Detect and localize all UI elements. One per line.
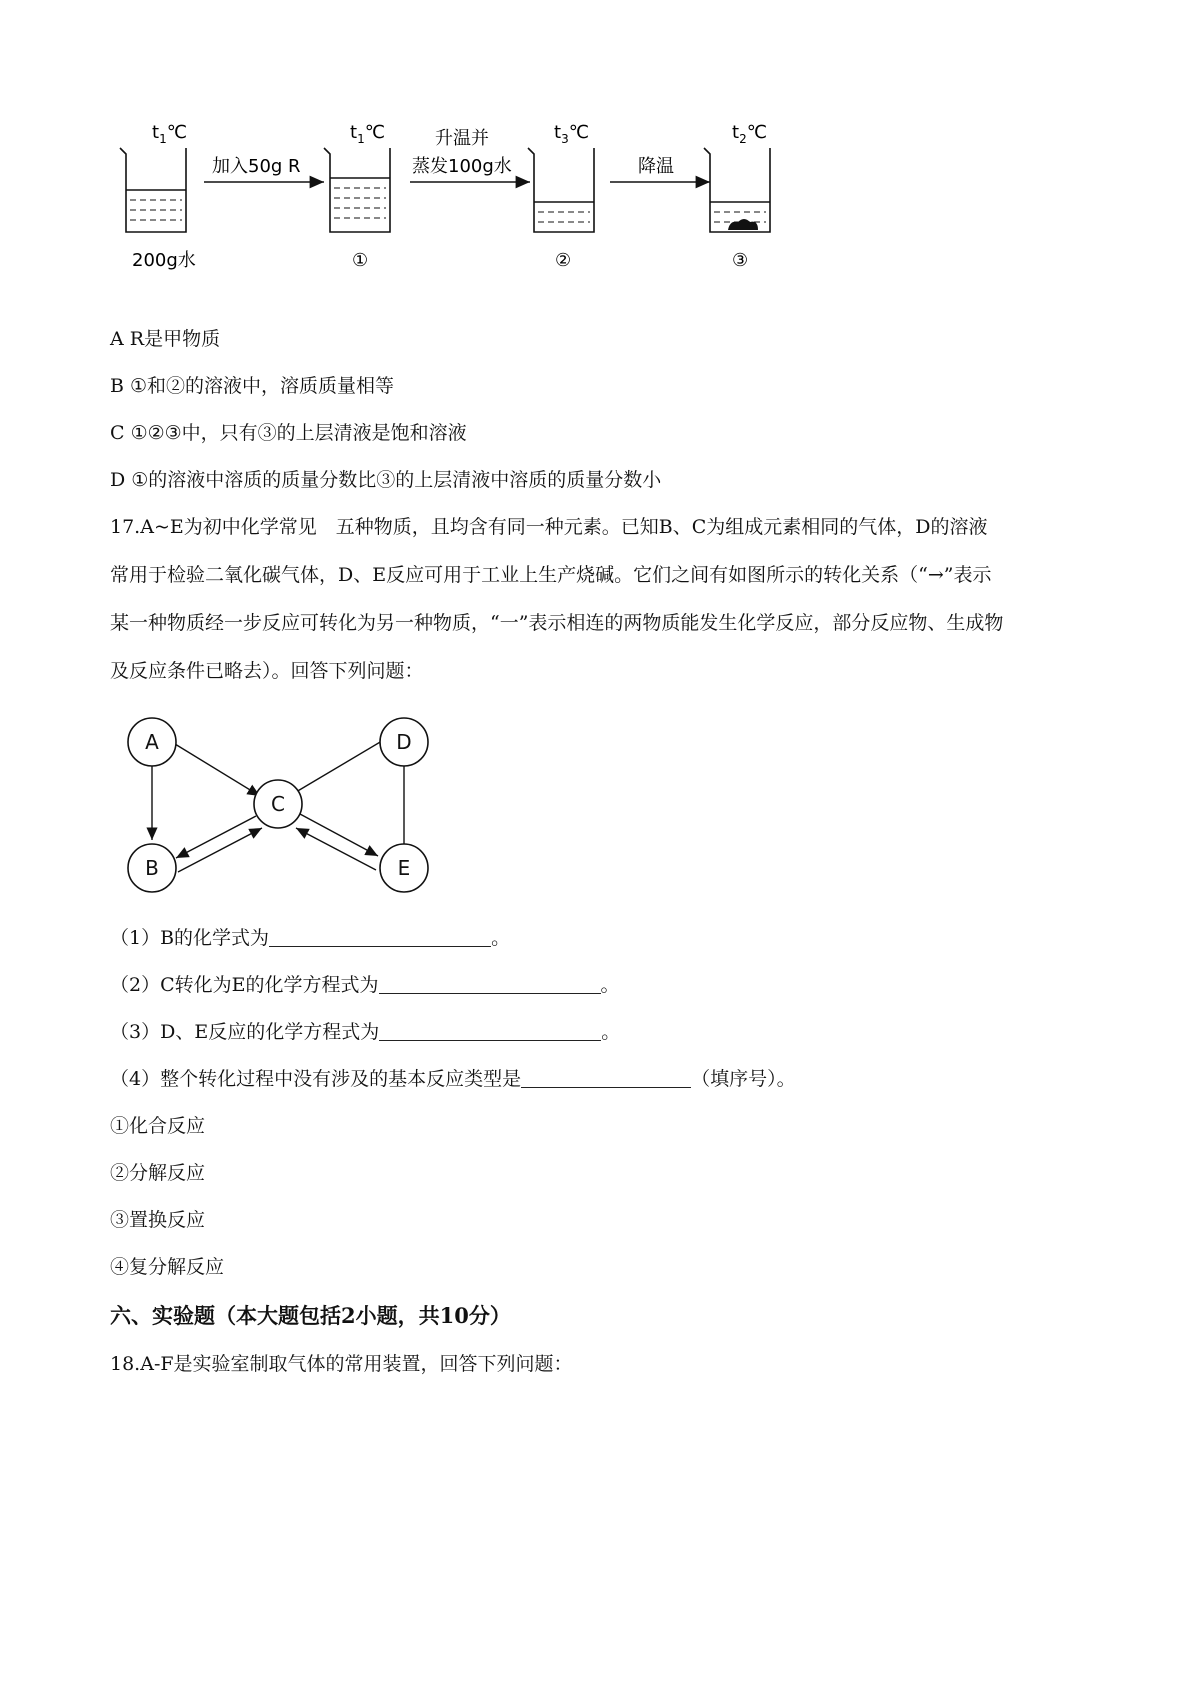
node-b-label: B <box>145 856 159 880</box>
q17-sub-3-prefix: （3）D、E反应的化学方程式为 <box>110 1021 380 1043</box>
q17-sub-2 <box>110 975 620 995</box>
temp-label-1 <box>152 122 187 146</box>
temp-label-3 <box>554 122 589 146</box>
q17-sub-1-prefix: （1）B的化学式为 <box>110 927 270 949</box>
beaker-4-caption: ③ <box>732 250 749 271</box>
arrow-2-label-bottom: 蒸发100g水 <box>412 156 512 177</box>
node-e-label: E <box>397 856 411 880</box>
answer-blank-4[interactable] <box>521 1069 691 1088</box>
q17-sub-3 <box>110 1022 620 1042</box>
q16-option-a: A R是甲物质 <box>110 328 221 350</box>
q17-sub-2-prefix: （2）C转化为E的化学方程式为 <box>110 974 379 996</box>
q17-stem-line-3: 某一种物质经一步反应可转化为另一种物质，“一”表示相连的两物质能发生化学反应，部分反应物、生成物 <box>110 612 1004 634</box>
q17-choice-2: ②分解反应 <box>110 1162 206 1184</box>
beaker-1 <box>120 148 186 232</box>
precipitate-icon <box>728 219 758 230</box>
temp-label-4 <box>732 122 767 146</box>
q17-choice-4: ④复分解反应 <box>110 1256 225 1278</box>
q17-sub-4-suffix: （填序号）。 <box>691 1068 796 1090</box>
svg-text:t3℃: $t_3℃$ <box>554 122 589 146</box>
arrow-3-label: 降温 <box>638 156 674 177</box>
arrow-1-label: 加入50g R <box>212 156 301 177</box>
q17-stem-line-2: 常用于检验二氧化碳气体，D、E反应可用于工业上生产烧碱。它们之间有如图所示的转化关系（“→”表示 <box>110 564 992 586</box>
q17-sub-1-suffix: 。 <box>491 927 511 949</box>
node-c-label: C <box>271 792 285 816</box>
q18-stem: 18.A-F是实验室制取气体的常用装置，回答下列问题： <box>110 1353 573 1375</box>
section-6-heading: 六、实验题（本大题包括2小题，共10分） <box>110 1303 511 1328</box>
q17-sub-2-suffix: 。 <box>600 974 620 996</box>
arrow-2-label-top: 升温并 <box>435 128 489 149</box>
beaker-4 <box>704 148 770 232</box>
svg-text:t2℃: $t_2℃$ <box>732 122 767 146</box>
edge-a-c <box>175 744 260 796</box>
solubility-experiment-figure <box>110 110 890 300</box>
q17-sub-1 <box>110 928 510 948</box>
edge-c-d <box>296 738 387 792</box>
q17-sub-3-suffix: 。 <box>601 1021 621 1043</box>
q16-option-d: D ①的溶液中溶质的质量分数比③的上层清液中溶质的质量分数小 <box>110 469 662 491</box>
beaker-1-caption: 200g水 <box>132 250 196 271</box>
edge-c-e <box>300 814 378 856</box>
q17-choice-1: ①化合反应 <box>110 1115 206 1137</box>
conversion-diagram <box>110 700 440 910</box>
svg-text:t1℃: $t_1℃$ <box>152 122 187 146</box>
temp-label-2 <box>350 122 385 146</box>
q17-choice-3: ③置换反应 <box>110 1209 206 1231</box>
answer-blank-1[interactable] <box>269 928 491 947</box>
beaker-2 <box>324 148 390 232</box>
beaker-2-caption: ① <box>352 250 369 271</box>
q16-option-c: C ①②③中，只有③的上层清液是饱和溶液 <box>110 422 467 444</box>
answer-blank-2[interactable] <box>379 975 601 994</box>
svg-text:t1℃: $t_1℃$ <box>350 122 385 146</box>
q17-sub-4 <box>110 1069 796 1089</box>
q16-option-b: B ①和②的溶液中，溶质质量相等 <box>110 375 395 397</box>
q17-stem-line-4: 及反应条件已略去）。回答下列问题： <box>110 660 424 682</box>
node-d-label: D <box>396 730 412 754</box>
q17-stem-line-1: 17.A~E为初中化学常见 五种物质，且均含有同一种元素。已知B、C为组成元素相同的气体，D的溶液 <box>110 516 988 538</box>
beaker-3-caption: ② <box>555 250 572 271</box>
q17-sub-4-prefix: （4）整个转化过程中没有涉及的基本反应类型是 <box>110 1068 522 1090</box>
answer-blank-3[interactable] <box>379 1022 601 1041</box>
beaker-3 <box>528 148 594 232</box>
node-a-label: A <box>145 730 159 754</box>
